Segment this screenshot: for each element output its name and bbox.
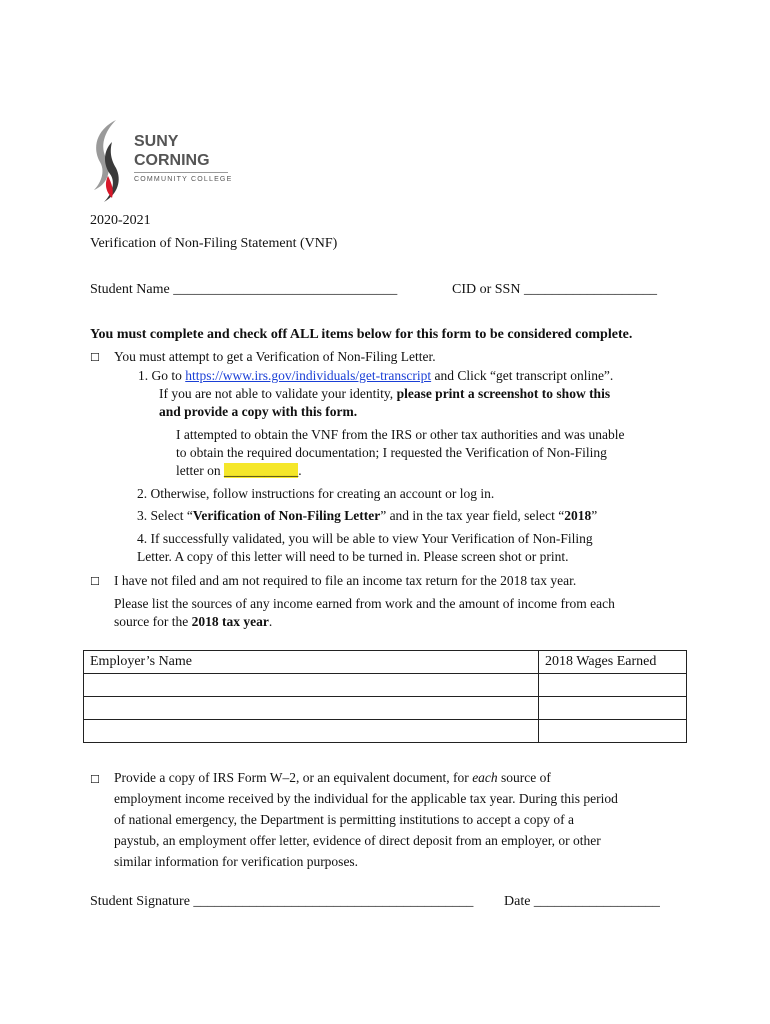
step4-line1: 4. If successfully validated, you will be able to view Your Verification of Non-Filing (137, 531, 593, 546)
wages-cell[interactable] (539, 674, 687, 697)
step4-line2: Letter. A copy of this letter will need to be turned in. Please screen shot or print. (137, 549, 569, 564)
table-header-row (84, 651, 687, 674)
request-date-field[interactable]: ___________ (223, 463, 299, 478)
attempt-line2: to obtain the required documentation; I requested the Verification of Non-Filing (176, 445, 607, 460)
table-row (84, 720, 687, 743)
instruction-text: You must complete and check off ALL items below for this form to be considered complete. (90, 327, 633, 342)
step1-suffix: and Click “get transcript online”. (431, 368, 614, 383)
checkbox-item-1[interactable]: ☐ (90, 351, 100, 364)
student-name-field[interactable]: Student Name ________________________________ (90, 282, 398, 297)
employer-wages-table (83, 650, 687, 743)
table-row (84, 697, 687, 720)
logo-corning: CORNING (134, 152, 210, 169)
form-title: Verification of Non-Filing Statement (VNF) (90, 236, 338, 251)
employer-name-cell[interactable] (84, 720, 539, 743)
item1-text: You must attempt to get a Verification of Non-Filing Letter. (114, 349, 436, 364)
student-signature-field[interactable]: Student Signature ________________________________________ (90, 894, 474, 909)
item2-sub-line2: source for the 2018 tax year. (114, 614, 273, 629)
step1-line (138, 367, 613, 385)
employer-name-header: Employer’s Name (84, 651, 539, 674)
step1-line3: and provide a copy with this form. (159, 404, 358, 419)
step1-line2: If you are not able to validate your identity, please print a screenshot to show this (159, 386, 611, 401)
date-field[interactable]: Date __________________ (504, 894, 660, 909)
checkbox-item-3[interactable]: ☐ (90, 773, 100, 786)
item2-sub-line1: Please list the sources of any income earned from work and the amount of income from each (114, 596, 615, 611)
item3-line5: similar information for verification purposes. (114, 854, 359, 869)
step2: 2. Otherwise, follow instructions for creating an account or log in. (137, 486, 495, 501)
screenshot-instruction: please print a screenshot to show this (396, 386, 611, 401)
wages-cell[interactable] (539, 697, 687, 720)
item3-line3: of national emergency, the Department is permitting institutions to accept a copy of a (114, 812, 574, 827)
logo-community-college: COMMUNITY COLLEGE (134, 176, 233, 183)
attempt-line3: letter on ___________. (176, 463, 302, 478)
item3-line2: employment income received by the individual for the applicable tax year. During this period (114, 791, 618, 806)
logo-suny: SUNY (134, 133, 179, 150)
table-row (84, 674, 687, 697)
flame-logo-icon (86, 118, 130, 206)
item3-line4: paystub, an employment offer letter, evidence of direct deposit from an employer, or other (114, 833, 601, 848)
employer-name-cell[interactable] (84, 674, 539, 697)
item2-text: I have not filed and am not required to file an income tax return for the 2018 tax year. (114, 573, 577, 588)
step3: 3. Select “Verification of Non-Filing Letter” and in the tax year field, select “2018” (137, 508, 598, 523)
item3-line1: Provide a copy of IRS Form W–2, or an equivalent document, for each source of (114, 770, 551, 785)
cid-ssn-field[interactable]: CID or SSN ___________________ (452, 282, 657, 297)
wages-cell[interactable] (539, 720, 687, 743)
academic-year: 2020-2021 (90, 213, 151, 228)
irs-transcript-link[interactable]: https://www.irs.gov/individuals/get-transcript (185, 368, 432, 383)
checkbox-item-2[interactable]: ☐ (90, 575, 100, 588)
wages-earned-header: 2018 Wages Earned (539, 651, 687, 674)
employer-name-cell[interactable] (84, 697, 539, 720)
attempt-line1: I attempted to obtain the VNF from the IRS or other tax authorities and was unable (176, 427, 625, 442)
logo-divider (134, 172, 228, 173)
step1-prefix: 1. Go to (138, 368, 186, 383)
